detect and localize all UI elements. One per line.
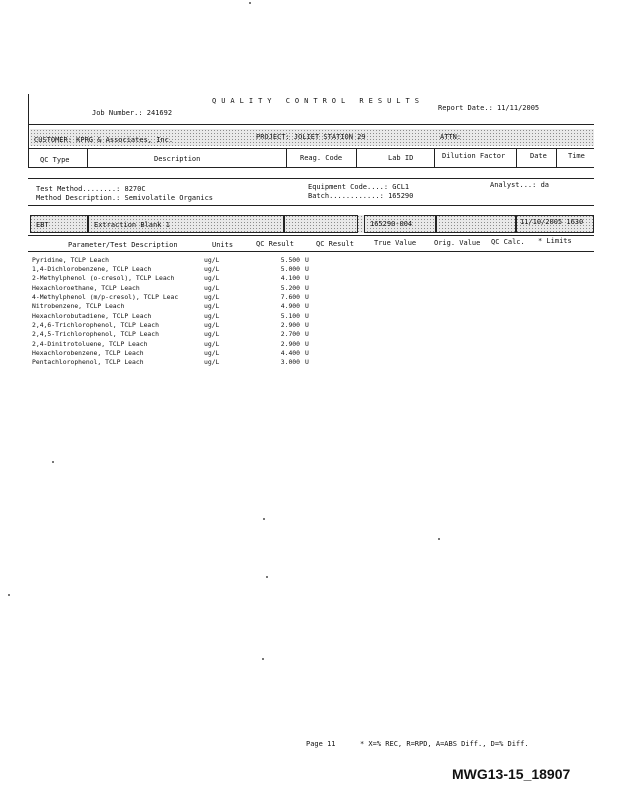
equipment-code: Equipment Code....: GCL1 — [308, 183, 410, 191]
param-name: 2,4,5-Trichlorophenol, TCLP Leach — [32, 330, 159, 338]
param-name: 2,4,6-Trichlorophenol, TCLP Leach — [32, 321, 159, 329]
col-header-bottom-line — [28, 167, 594, 168]
param-units: ug/L — [204, 358, 220, 366]
param-result: 5.200 — [280, 284, 300, 292]
param-result: 2.900 — [280, 321, 300, 329]
param-units: ug/L — [204, 265, 220, 273]
page-number: Page 11 — [306, 740, 336, 748]
param-qualifier: U — [305, 302, 309, 310]
param-name: Hexachlorobenzene, TCLP Leach — [32, 349, 144, 357]
param-header-units: Units — [212, 241, 234, 249]
footer-legend: * X=% REC, R=RPD, A=ABS Diff., D=% Diff. — [360, 740, 529, 748]
param-name: Hexachloroethane, TCLP Leach — [32, 284, 140, 292]
col-description: Description — [154, 155, 201, 163]
param-qualifier: U — [305, 265, 309, 273]
col-dilution: Dilution Factor — [442, 152, 506, 160]
param-header-bottom-line — [28, 251, 594, 252]
qc-datetime-value: 11/10/2005 1630 — [520, 218, 584, 226]
scan-speck — [8, 594, 10, 596]
qc-type-value: EBT — [36, 221, 49, 229]
scan-speck — [52, 461, 54, 463]
scan-speck — [262, 658, 264, 660]
test-method: Test Method........: 8270C — [36, 185, 146, 193]
project-label: PROJECT: JOLIET STATION 29 — [256, 133, 366, 141]
param-name: 2-Methylphenol (o-cresol), TCLP Leach — [32, 274, 175, 282]
qc-description-value: Extraction Blank 1 — [94, 221, 170, 229]
param-units: ug/L — [204, 321, 220, 329]
col-divider-5 — [516, 148, 517, 167]
param-qualifier: U — [305, 349, 309, 357]
param-result: 4.400 — [280, 349, 300, 357]
param-qualifier: U — [305, 293, 309, 301]
param-qualifier: U — [305, 330, 309, 338]
qc-dilution-cell — [436, 215, 516, 233]
method-bottom-line — [28, 205, 594, 206]
method-top-line — [28, 178, 594, 179]
col-reag-code: Reag. Code — [300, 154, 343, 162]
param-qualifier: U — [305, 256, 309, 264]
analyst: Analyst...: da — [490, 181, 550, 189]
param-name: 2,4-Dinitrotoluene, TCLP Leach — [32, 340, 148, 348]
param-header-limits: * Limits — [538, 237, 572, 245]
param-qualifier: U — [305, 274, 309, 282]
col-header-top-line — [28, 148, 594, 149]
col-lab-id: Lab ID — [388, 154, 414, 162]
param-result: 2.900 — [280, 340, 300, 348]
col-divider-1 — [87, 148, 88, 167]
param-result: 5.000 — [280, 265, 300, 273]
param-name: Pentachlorophenol, TCLP Leach — [32, 358, 144, 366]
qc-reag-cell — [284, 215, 358, 233]
param-result: 4.900 — [280, 302, 300, 310]
param-units: ug/L — [204, 349, 220, 357]
param-units: ug/L — [204, 293, 220, 301]
scan-speck — [263, 518, 265, 520]
param-header-param: Parameter/Test Description — [68, 241, 178, 249]
attn-label: ATTN: — [440, 133, 462, 141]
param-qualifier: U — [305, 358, 309, 366]
col-divider-4 — [434, 148, 435, 167]
param-header-qc-result: QC Result — [256, 240, 294, 248]
scan-speck — [266, 576, 268, 578]
col-divider-2 — [286, 148, 287, 167]
batch-number: Batch............: 165290 — [308, 192, 414, 200]
col-divider-6 — [556, 148, 557, 167]
param-result: 2.700 — [280, 330, 300, 338]
param-name: Nitrobenzene, TCLP Leach — [32, 302, 125, 310]
top-frame-line — [28, 124, 594, 125]
param-units: ug/L — [204, 284, 220, 292]
param-name: 4-Methylphenol (m/p-cresol), TCLP Leac — [32, 293, 179, 301]
customer-label: CUSTOMER: KPRG & Associates, Inc. — [34, 136, 174, 144]
method-description: Method Description.: Semivolatile Organics — [36, 194, 214, 202]
param-header-top-line — [28, 235, 594, 236]
param-qualifier: U — [305, 312, 309, 320]
report-date: Report Date.: 11/11/2005 — [438, 104, 540, 112]
param-qualifier: U — [305, 321, 309, 329]
param-result: 4.100 — [280, 274, 300, 282]
param-result: 3.000 — [280, 358, 300, 366]
document-id: MWG13-15_18907 — [452, 766, 571, 782]
scan-speck — [438, 538, 440, 540]
param-header-qc-result-2: QC Result — [316, 240, 354, 248]
scan-speck — [249, 2, 251, 4]
qc-lab-id-value: 165290-004 — [370, 220, 413, 228]
param-name: 1,4-Dichlorobenzene, TCLP Leach — [32, 265, 152, 273]
report-title: QUALITY CONTROL RESULTS — [212, 97, 424, 105]
param-units: ug/L — [204, 330, 220, 338]
param-result: 7.600 — [280, 293, 300, 301]
param-qualifier: U — [305, 284, 309, 292]
param-result: 5.100 — [280, 312, 300, 320]
param-name: Hexachlorobutadiene, TCLP Leach — [32, 312, 152, 320]
col-date: Date — [530, 152, 547, 160]
param-units: ug/L — [204, 274, 220, 282]
param-units: ug/L — [204, 340, 220, 348]
param-units: ug/L — [204, 302, 220, 310]
param-header-qc-calc: QC Calc. — [491, 238, 525, 246]
param-units: ug/L — [204, 312, 220, 320]
param-header-orig-value: Orig. Value — [434, 239, 481, 247]
left-frame-line — [28, 94, 29, 168]
param-name: Pyridine, TCLP Leach — [32, 256, 109, 264]
job-number: Job Number.: 241692 — [92, 109, 173, 117]
param-result: 5.500 — [280, 256, 300, 264]
param-units: ug/L — [204, 256, 220, 264]
col-divider-3 — [356, 148, 357, 167]
param-header-true-value: True Value — [374, 239, 417, 247]
param-qualifier: U — [305, 340, 309, 348]
col-qc-type: QC Type — [40, 156, 70, 164]
col-time: Time — [568, 152, 585, 160]
